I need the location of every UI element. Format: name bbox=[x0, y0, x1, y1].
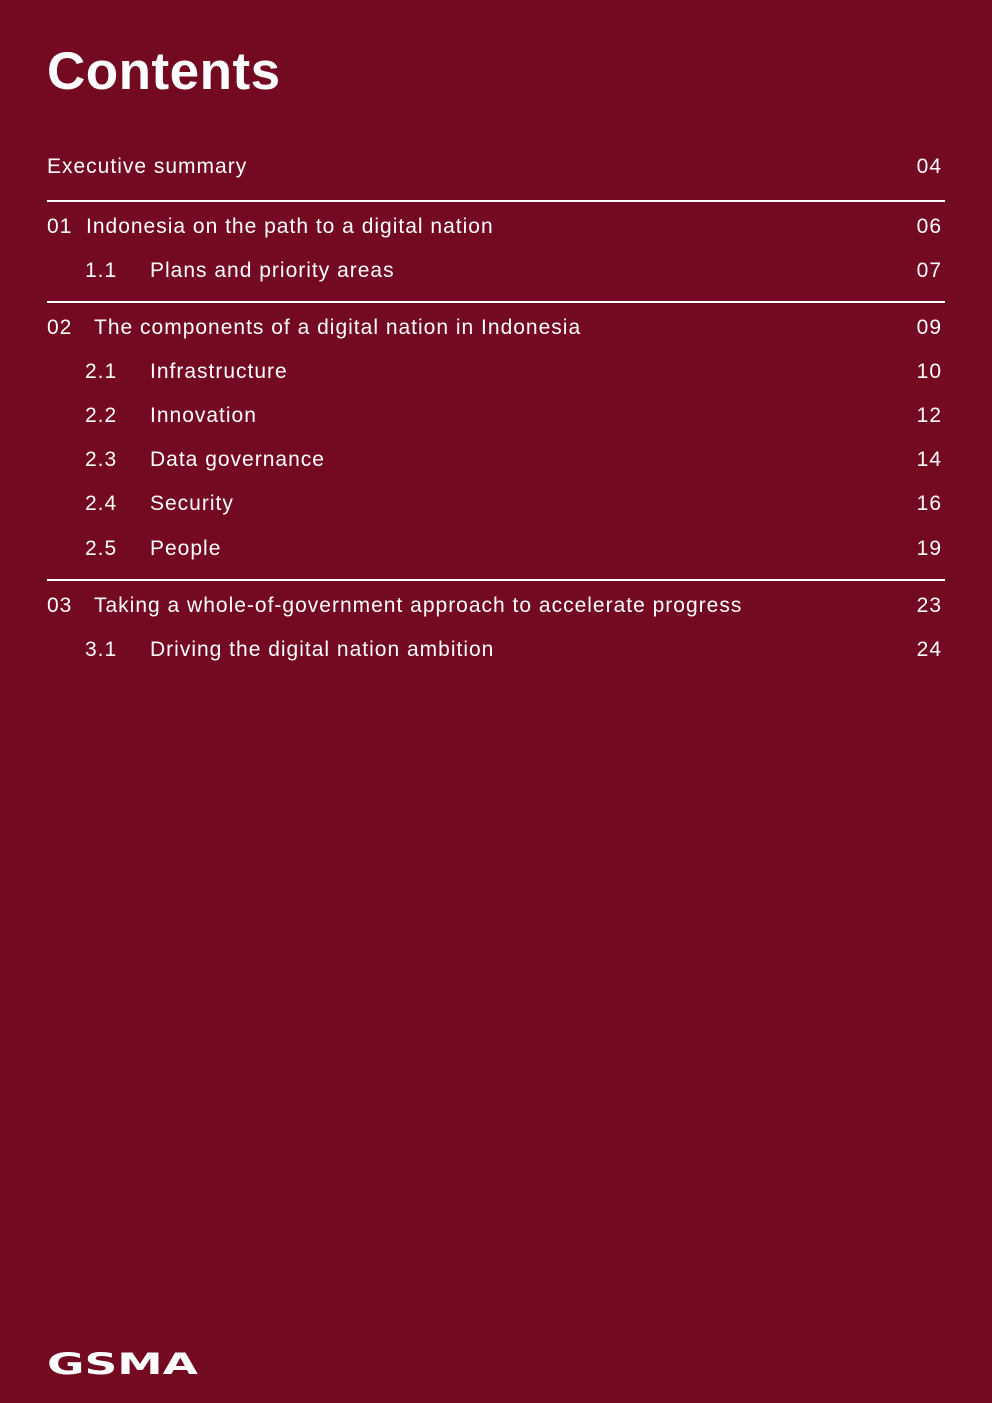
toc-section-page: 09 bbox=[916, 316, 942, 339]
toc-subsection-label: Data governance bbox=[150, 448, 325, 471]
logo-text: GSMA bbox=[47, 1350, 199, 1376]
page-title: Contents bbox=[47, 42, 281, 101]
toc-subsection-1-1[interactable] bbox=[47, 256, 945, 286]
toc-subsection-number: 1.1 bbox=[85, 259, 118, 282]
toc-section-label: The components of a digital nation in Indonesia bbox=[94, 316, 582, 339]
toc-subsection-page: 24 bbox=[916, 638, 942, 661]
toc-section-number: 02 bbox=[47, 316, 73, 339]
toc-section-02[interactable] bbox=[47, 313, 945, 343]
toc-subsection-page: 19 bbox=[916, 537, 942, 560]
toc-subsection-2-3[interactable] bbox=[47, 445, 945, 475]
toc-subsection-label: Plans and priority areas bbox=[150, 259, 395, 282]
gsma-logo bbox=[47, 1350, 199, 1376]
toc-subsection-label: Infrastructure bbox=[150, 360, 288, 383]
toc-subsection-number: 2.2 bbox=[85, 404, 118, 427]
toc-entry-page: 04 bbox=[916, 155, 942, 178]
section-divider bbox=[47, 200, 945, 202]
toc-subsection-2-1[interactable] bbox=[47, 357, 945, 387]
toc-subsection-2-4[interactable] bbox=[47, 489, 945, 519]
toc-subsection-number: 2.3 bbox=[85, 448, 118, 471]
toc-subsection-label: People bbox=[150, 537, 222, 560]
toc-subsection-3-1[interactable] bbox=[47, 635, 945, 665]
toc-subsection-page: 16 bbox=[916, 492, 942, 515]
toc-section-page: 06 bbox=[916, 215, 942, 238]
toc-subsection-page: 07 bbox=[916, 259, 942, 282]
toc-section-03[interactable] bbox=[47, 591, 945, 621]
toc-subsection-number: 3.1 bbox=[85, 638, 118, 661]
toc-section-label: Taking a whole-of-government approach to accelerate progress bbox=[94, 594, 743, 617]
toc-subsection-number: 2.5 bbox=[85, 537, 118, 560]
toc-section-label: Indonesia on the path to a digital nation bbox=[86, 215, 494, 238]
section-divider bbox=[47, 579, 945, 581]
toc-subsection-page: 14 bbox=[916, 448, 942, 471]
section-divider bbox=[47, 301, 945, 303]
toc-subsection-label: Innovation bbox=[150, 404, 257, 427]
toc-section-page: 23 bbox=[916, 594, 942, 617]
toc-subsection-page: 10 bbox=[916, 360, 942, 383]
toc-subsection-number: 2.4 bbox=[85, 492, 118, 515]
toc-entry-label: Executive summary bbox=[47, 155, 248, 178]
toc-section-01[interactable] bbox=[47, 212, 945, 242]
toc-entry-executive-summary[interactable] bbox=[47, 152, 945, 182]
toc-subsection-2-5[interactable] bbox=[47, 534, 945, 564]
toc-subsection-label: Security bbox=[150, 492, 234, 515]
toc-subsection-2-2[interactable] bbox=[47, 401, 945, 431]
toc-section-number: 03 bbox=[47, 594, 73, 617]
toc-subsection-label: Driving the digital nation ambition bbox=[150, 638, 495, 661]
toc-subsection-number: 2.1 bbox=[85, 360, 118, 383]
toc-subsection-page: 12 bbox=[916, 404, 942, 427]
toc-section-number: 01 bbox=[47, 215, 73, 238]
